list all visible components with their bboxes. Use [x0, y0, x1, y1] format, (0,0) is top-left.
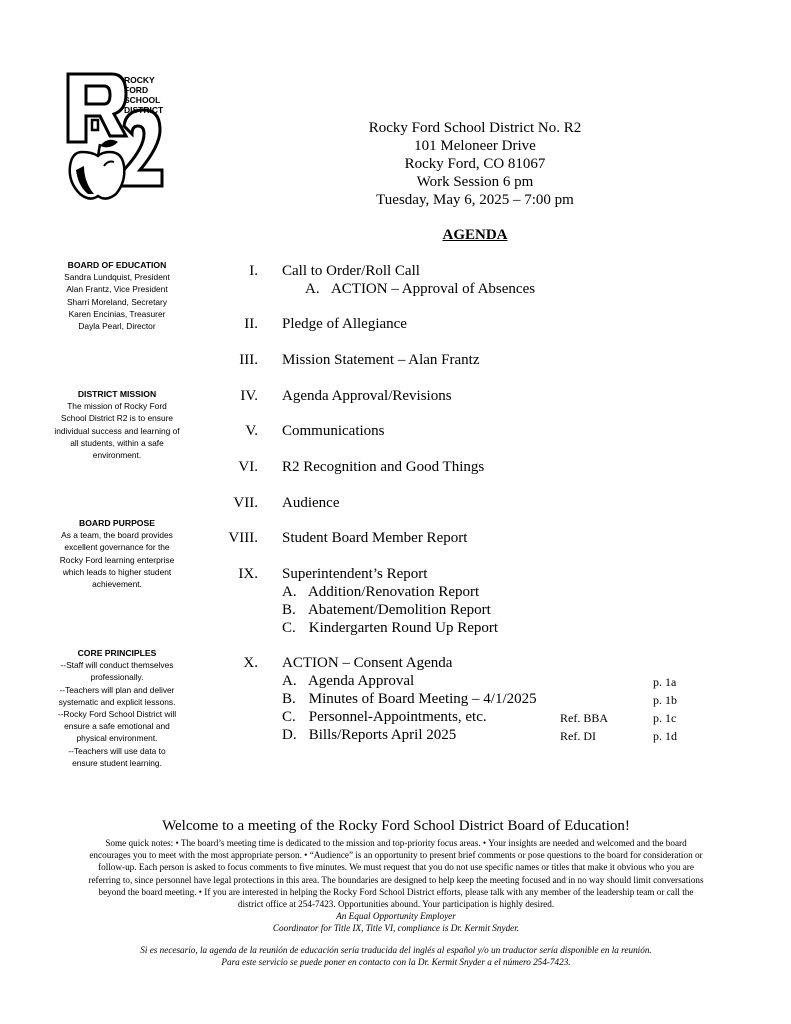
agenda-item-label: Pledge of Allegiance	[282, 316, 407, 332]
board-of-education-block	[44, 259, 190, 332]
subitem-label: Bills/Reports April 2025	[308, 727, 457, 743]
purpose-line: achievement.	[92, 579, 142, 590]
spanish-line: Si es necesario, la agenda de la reunión de educación sería traducida del inglés al español y/o un traductor sería disponible en la reunión.	[140, 944, 652, 955]
mission-line: all students, within a safe	[70, 437, 164, 448]
agenda-item-number: VI.	[238, 459, 258, 475]
purpose-line: As a team, the board provides	[61, 530, 173, 541]
agenda-subitem	[282, 726, 702, 744]
logo-text-school: SCHOOL	[124, 95, 161, 105]
footer	[36, 816, 756, 968]
agenda-item-number: X.	[243, 655, 258, 671]
subitem-letter: D.	[282, 727, 297, 743]
agenda-item-number: VIII.	[228, 530, 258, 546]
subitem-letter: A.	[305, 281, 320, 297]
notes-line: Some quick notes: • The board’s meeting time is dedicated to the mission and top-priority focus areas. • Your insights are needed and welcomed and the board	[105, 838, 687, 848]
subitem-letter: B.	[282, 691, 296, 707]
notes-line: follow-up. Each person is asked to focus comments to five minutes. We must request that you do not use specific names or titles that make it obvious who you are	[98, 862, 694, 873]
agenda-subitem	[282, 690, 702, 708]
r2-apple-logo-graphic	[64, 70, 168, 206]
page-reference: p. 1d	[653, 729, 677, 743]
meeting-date: Tuesday, May 6, 2025 – 7:00 pm	[376, 192, 574, 208]
policy-reference: Ref. BBA	[560, 711, 608, 725]
spanish-notice	[36, 944, 756, 968]
quick-notes	[36, 837, 756, 910]
principle-line: --Rocky Ford School District will	[57, 709, 177, 720]
board-member: Sandra Lundquist, President	[64, 272, 170, 283]
agenda-subitem	[282, 583, 702, 601]
subitem-letter: C.	[282, 620, 296, 636]
principle-line: ensure student learning.	[72, 757, 162, 768]
agenda-item-label: ACTION – Consent Agenda	[282, 655, 453, 671]
mission-title: DISTRICT MISSION	[77, 389, 157, 399]
agenda-title: AGENDA	[442, 227, 508, 243]
mission-line: individual success and learning of	[54, 425, 180, 436]
logo-text-rocky: ROCKY	[124, 75, 155, 85]
board-member: Karen Encinias, Treasurer	[68, 308, 166, 319]
purpose-line: excellent governance for the	[64, 542, 170, 553]
mission-line: School District R2 is to ensure	[60, 413, 174, 424]
notes-line: district office at 254-7423. Opportunities abound. Your participation is highly desired.	[237, 899, 555, 910]
board-title: BOARD OF EDUCATION	[67, 260, 167, 270]
principle-line: ensure a safe emotional and	[64, 721, 170, 732]
work-session-time: Work Session 6 pm	[416, 174, 534, 190]
subitem-letter: C.	[282, 709, 296, 725]
page-reference: p. 1a	[653, 675, 677, 689]
notes-line: beyond the board meeting. • If you are interested in helping the Rocky Ford School District efforts, please talk with any member of the leadership team or call the	[98, 886, 694, 897]
board-purpose-block	[44, 517, 190, 590]
agenda-item-label: Student Board Member Report	[282, 530, 468, 546]
policy-reference: Ref. DI	[560, 729, 596, 743]
agenda-subitem	[282, 601, 702, 619]
subitem-letter: A.	[282, 584, 297, 600]
notes-line: encourages you to meet with the most appropriate person. • “Audience” is an opportunity to present brief comments or pose questions to the board for consideration or	[89, 850, 703, 861]
district-mission-block	[44, 388, 190, 461]
subitem-label: Addition/Renovation Report	[307, 584, 480, 600]
principle-line: --Teachers will plan and deliver	[59, 684, 175, 695]
purpose-line: which leads to higher student	[62, 566, 172, 577]
agenda-item-number: IV.	[240, 388, 258, 404]
subitem-label: ACTION – Approval of Absences	[330, 281, 536, 297]
principle-line: professionally.	[90, 672, 144, 683]
principles-title: CORE PRINCIPLES	[77, 648, 157, 658]
page-reference: p. 1c	[653, 711, 677, 725]
agenda-subitem	[282, 708, 702, 726]
principle-line: physical environment.	[76, 733, 158, 744]
agenda-item-label: R2 Recognition and Good Things	[282, 459, 485, 475]
equal-opportunity-statement: An Equal Opportunity Employer	[336, 911, 456, 922]
agenda-item-label: Mission Statement – Alan Frantz	[282, 352, 480, 368]
agenda-subitem	[305, 280, 725, 298]
agenda-item-number: I.	[249, 263, 258, 279]
subitem-label: Abatement/Demolition Report	[307, 602, 491, 618]
welcome-message: Welcome to a meeting of the Rocky Ford School District Board of Education!	[162, 818, 630, 834]
mission-line: environment.	[92, 450, 142, 461]
agenda-subitem	[282, 672, 702, 690]
agenda-item-number: IX.	[238, 566, 258, 582]
district-logo	[64, 70, 168, 206]
mission-line: The mission of Rocky Ford	[67, 401, 167, 412]
subitem-letter: A.	[282, 673, 297, 689]
district-name: Rocky Ford School District No. R2	[368, 120, 582, 136]
subitem-label: Agenda Approval	[307, 673, 415, 689]
agenda-item-label: Agenda Approval/Revisions	[282, 388, 452, 404]
board-member: Sharri Moreland, Secretary	[66, 296, 168, 307]
subitem-label: Kindergarten Round Up Report	[308, 620, 499, 636]
agenda-item-label: Communications	[282, 423, 385, 439]
agenda-item-number: VII.	[233, 495, 258, 511]
logo-text-ford: FORD	[124, 85, 149, 95]
spanish-line: Para este servicio se puede poner en contacto con la Dr. Kermit Snyder a el número 254-7423.	[221, 956, 571, 967]
logo-text-district: DISTRICT	[124, 105, 164, 115]
purpose-line: Rocky Ford learning enterprise	[59, 554, 175, 565]
agenda-item-label: Audience	[282, 495, 340, 511]
subitem-label: Minutes of Board Meeting – 4/1/2025	[308, 691, 537, 707]
core-principles-block	[44, 647, 190, 769]
agenda-item-label: Call to Order/Roll Call	[282, 263, 420, 279]
purpose-title: BOARD PURPOSE	[79, 518, 155, 528]
title-coordinator: Coordinator for Title IX, Title VI, compliance is Dr. Kermit Snyder.	[272, 923, 520, 934]
agenda-item-number: II.	[244, 316, 258, 332]
agenda-item-number: V.	[245, 423, 258, 439]
subitem-letter: B.	[282, 602, 296, 618]
principle-line: systematic and explicit lessons.	[58, 696, 176, 707]
page-reference: p. 1b	[653, 693, 677, 707]
district-city: Rocky Ford, CO 81067	[404, 156, 546, 172]
notes-line: referring to, since personnel have legal protections in this area. The boundaries are designed to help keep the meeting focused and in no way should limit conversations	[88, 874, 704, 885]
agenda-subitem	[282, 619, 702, 637]
district-street: 101 Meloneer Drive	[414, 138, 536, 154]
board-member: Alan Frantz, Vice President	[66, 284, 168, 295]
subitem-label: Personnel-Appointments, etc.	[308, 709, 487, 725]
agenda-item-label: Superintendent’s Report	[282, 566, 428, 582]
principle-line: --Teachers will use data to	[68, 745, 166, 756]
board-member: Dayla Pearl, Director	[78, 321, 156, 332]
principle-line: --Staff will conduct themselves	[60, 660, 174, 671]
agenda-item-number: III.	[239, 352, 258, 368]
district-header	[330, 119, 620, 209]
